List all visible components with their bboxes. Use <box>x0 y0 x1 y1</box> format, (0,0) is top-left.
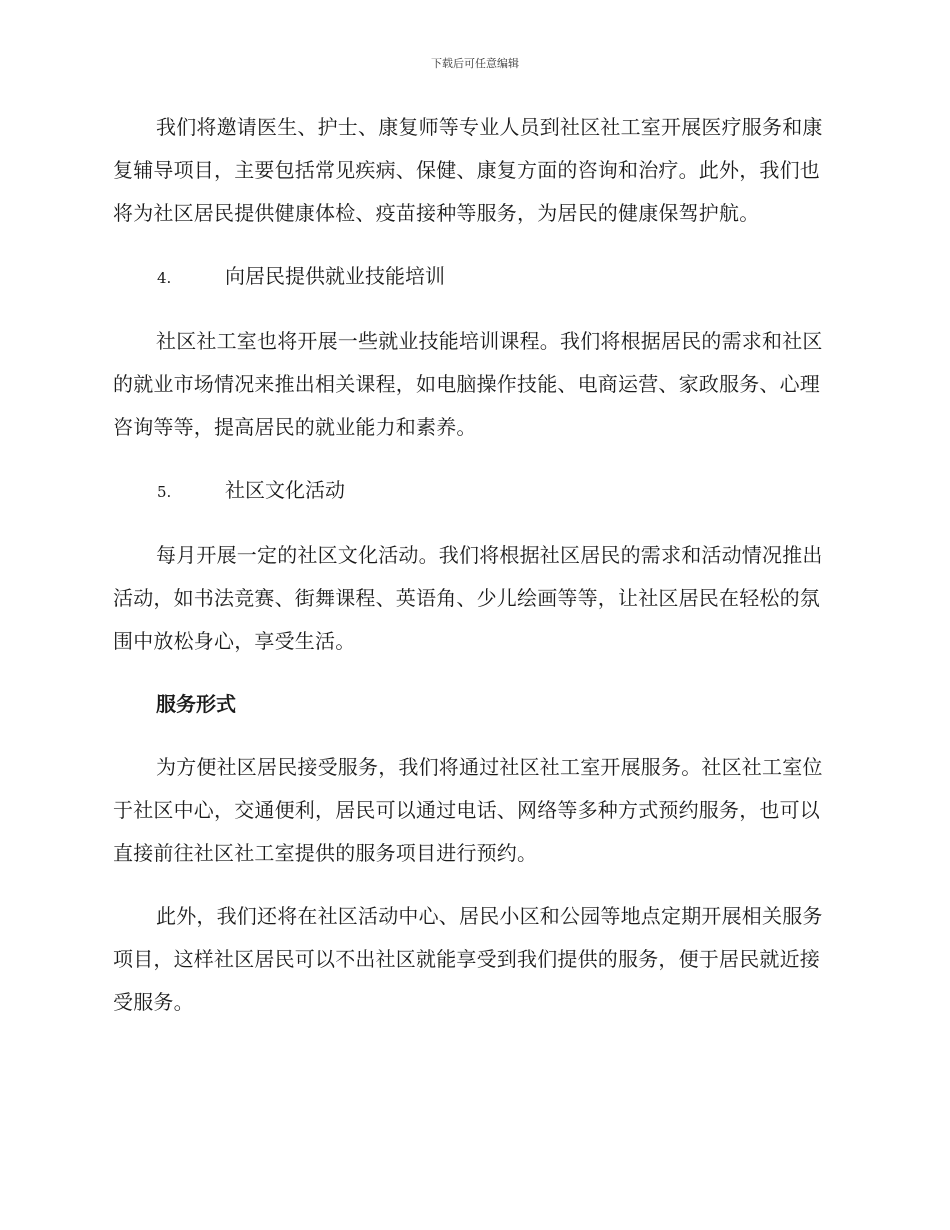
list-title: 社区文化活动 <box>225 478 345 502</box>
list-item-5 <box>113 469 831 514</box>
list-number: 4. <box>157 269 172 287</box>
paragraph-job-training: 社区社工室也将开展一些就业技能培训课程。我们将根据居民的需求和社区的就业市场情况来推出相关课程，如电脑操作技能、电商运营、家政服务、心理咨询等等，提高居民的就业能力和素养。 <box>113 329 823 439</box>
list-number: 5. <box>157 483 172 501</box>
paragraph-service-form-2: 此外，我们还将在社区活动中心、居民小区和公园等地点定期开展相关服务项目，这样社区居民可以不出社区就能享受到我们提供的服务，便于居民就近接受服务。 <box>113 904 823 1014</box>
list-item-4 <box>113 255 831 300</box>
document-body <box>113 106 831 1044</box>
paragraph-service-form-1: 为方便社区居民接受服务，我们将通过社区社工室开展服务。社区社工室位于社区中心，交通便利，居民可以通过电话、网络等多种方式预约服务，也可以直接前往社区社工室提供的服务项目进行预约。 <box>113 755 823 865</box>
list-title: 向居民提供就业技能培训 <box>225 264 445 288</box>
paragraph-cultural-activities: 每月开展一定的社区文化活动。我们将根据社区居民的需求和活动情况推出活动，如书法竞赛、街舞课程、英语角、少儿绘画等等，让社区居民在轻松的氛围中放松身心，享受生活。 <box>113 543 823 653</box>
paragraph-medical-services: 我们将邀请医生、护士、康复师等专业人员到社区社工室开展医疗服务和康复辅导项目，主要包括常见疾病、保健、康复方面的咨询和治疗。此外，我们也将为社区居民提供健康体检、疫苗接种等服务，为居民的健康保驾护航。 <box>113 115 823 225</box>
header-note: 下载后可任意编辑 <box>431 57 519 70</box>
section-heading-service-form: 服务形式 <box>156 692 236 716</box>
